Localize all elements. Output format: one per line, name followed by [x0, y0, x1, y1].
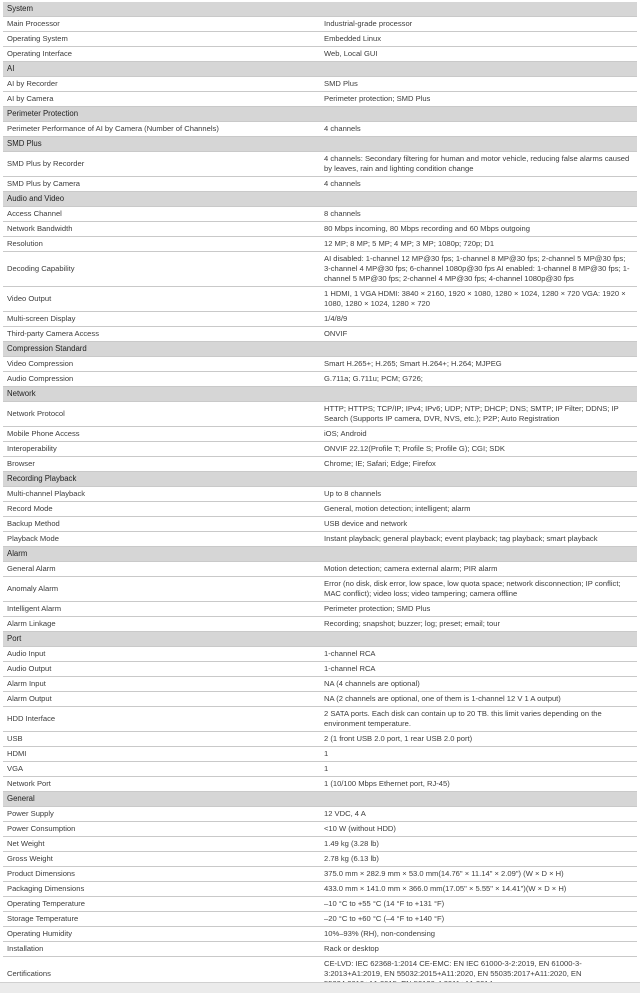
- spec-value: Recording; snapshot; buzzer; log; preset; email; tour: [320, 617, 637, 632]
- spec-row: [3, 562, 637, 577]
- spec-value: AI disabled: 1-channel 12 MP@30 fps; 1-channel 8 MP@30 fps; 2-channel 5 MP@30 fps; 3-channel 4 MP@30 fps; 6-channel 1080p@30 fps AI enabled: 1-channel 8 MP@30 fps; 1-channel 5 MP@30 fps; 2-channel 4 MP@30 fps; 4-channel 1080p@30 fps: [320, 252, 637, 287]
- spec-row: [3, 222, 637, 237]
- section-title: Recording Playback: [3, 472, 637, 487]
- spec-value: Web, Local GUI: [320, 47, 637, 62]
- spec-row: [3, 287, 637, 312]
- spec-value: ONVIF: [320, 327, 637, 342]
- spec-value: Chrome; IE; Safari; Edge; Firefox: [320, 457, 637, 472]
- section-title: AI: [3, 62, 637, 77]
- spec-row: [3, 837, 637, 852]
- spec-value: 1 HDMI, 1 VGA HDMI: 3840 × 2160, 1920 × 1080, 1280 × 1024, 1280 × 720 VGA: 1920 × 1080, 1280 × 1024, 1280 × 720: [320, 287, 637, 312]
- spec-row: [3, 207, 637, 222]
- spec-row: [3, 867, 637, 882]
- spec-row: [3, 502, 637, 517]
- spec-value: CE-LVD: IEC 62368-1:2014 CE-EMC: EN IEC 61000-3-2:2019, EN 61000-3-3:2013+A1:2019, EN 55032:2015+A11:2020, EN 55035:2017+A11:2020, EN: [320, 957, 637, 992]
- section-header: [3, 107, 637, 122]
- spec-row: [3, 252, 637, 287]
- section-header: [3, 342, 637, 357]
- spec-row: [3, 912, 637, 927]
- spec-label: Operating Interface: [3, 47, 320, 62]
- spec-label: SMD Plus by Camera: [3, 177, 320, 192]
- page-footer-bar: [0, 982, 640, 993]
- section-header: [3, 387, 637, 402]
- spec-value: 1: [320, 762, 637, 777]
- spec-value: Industrial-grade processor: [320, 17, 637, 32]
- spec-row: [3, 577, 637, 602]
- spec-label: Operating Humidity: [3, 927, 320, 942]
- spec-row: [3, 427, 637, 442]
- spec-value: 1-channel RCA: [320, 647, 637, 662]
- spec-label: Operating System: [3, 32, 320, 47]
- spec-row: [3, 807, 637, 822]
- spec-label: Power Consumption: [3, 822, 320, 837]
- spec-value: <10 W (without HDD): [320, 822, 637, 837]
- spec-row: [3, 77, 637, 92]
- spec-row: [3, 602, 637, 617]
- spec-row: [3, 47, 637, 62]
- spec-row: [3, 372, 637, 387]
- spec-value: Instant playback; general playback; event playback; tag playback; smart playback: [320, 532, 637, 547]
- spec-value: 433.0 mm × 141.0 mm × 366.0 mm(17.05" × 5.55" × 14.41")(W × D × H): [320, 882, 637, 897]
- spec-value: 8 channels: [320, 207, 637, 222]
- spec-value: 80 Mbps incoming, 80 Mbps recording and 60 Mbps outgoing: [320, 222, 637, 237]
- spec-row: [3, 777, 637, 792]
- spec-label: Network Bandwidth: [3, 222, 320, 237]
- section-header: [3, 62, 637, 77]
- spec-label: HDD Interface: [3, 707, 320, 732]
- spec-value: Perimeter protection; SMD Plus: [320, 92, 637, 107]
- spec-value: 1-channel RCA: [320, 662, 637, 677]
- spec-value: General, motion detection; intelligent; alarm: [320, 502, 637, 517]
- spec-row: [3, 122, 637, 137]
- section-title: Port: [3, 632, 637, 647]
- spec-row: [3, 442, 637, 457]
- spec-label: Certifications: [3, 957, 320, 992]
- spec-label: Access Channel: [3, 207, 320, 222]
- spec-label: Multi-screen Display: [3, 312, 320, 327]
- spec-row: [3, 357, 637, 372]
- spec-label: Backup Method: [3, 517, 320, 532]
- spec-value: NA (4 channels are optional): [320, 677, 637, 692]
- spec-row: [3, 662, 637, 677]
- spec-label: Interoperability: [3, 442, 320, 457]
- spec-label: Multi-channel Playback: [3, 487, 320, 502]
- spec-value: 1: [320, 747, 637, 762]
- spec-label: Power Supply: [3, 807, 320, 822]
- spec-row: [3, 17, 637, 32]
- spec-row: [3, 647, 637, 662]
- spec-label: Alarm Input: [3, 677, 320, 692]
- spec-label: Record Mode: [3, 502, 320, 517]
- spec-value: 1/4/8/9: [320, 312, 637, 327]
- spec-label: HDMI: [3, 747, 320, 762]
- spec-row: [3, 402, 637, 427]
- spec-row: [3, 152, 637, 177]
- spec-table: [3, 2, 637, 992]
- spec-value: 4 channels: [320, 122, 637, 137]
- spec-label: Playback Mode: [3, 532, 320, 547]
- spec-label: Network Port: [3, 777, 320, 792]
- spec-value: 12 VDC, 4 A: [320, 807, 637, 822]
- spec-label: Storage Temperature: [3, 912, 320, 927]
- spec-label: Mobile Phone Access: [3, 427, 320, 442]
- spec-value: Error (no disk, disk error, low space, low quota space; network disconnection; IP conflict; MAC conflict); video loss; video tampering; camera offline: [320, 577, 637, 602]
- spec-value: NA (2 channels are optional, one of them is 1-channel 12 V 1 A output): [320, 692, 637, 707]
- spec-label: Net Weight: [3, 837, 320, 852]
- spec-row: [3, 927, 637, 942]
- spec-label: Video Compression: [3, 357, 320, 372]
- spec-row: [3, 747, 637, 762]
- spec-label: VGA: [3, 762, 320, 777]
- spec-row: [3, 92, 637, 107]
- spec-value: USB device and network: [320, 517, 637, 532]
- spec-label: Audio Compression: [3, 372, 320, 387]
- spec-value: 2 SATA ports. Each disk can contain up to 20 TB. this limit varies depending on the environment temperature.: [320, 707, 637, 732]
- spec-label: Audio Input: [3, 647, 320, 662]
- spec-label: Perimeter Performance of AI by Camera (Number of Channels): [3, 122, 320, 137]
- spec-value: –20 °C to +60 °C (–4 °F to +140 °F): [320, 912, 637, 927]
- spec-label: Gross Weight: [3, 852, 320, 867]
- spec-value: 10%–93% (RH), non-condensing: [320, 927, 637, 942]
- spec-label: Installation: [3, 942, 320, 957]
- spec-value: Rack or desktop: [320, 942, 637, 957]
- section-header: [3, 792, 637, 807]
- spec-value: Embedded Linux: [320, 32, 637, 47]
- spec-row: [3, 822, 637, 837]
- spec-value: 4 channels: Secondary filtering for human and motor vehicle, reducing false alarms caused by leaves, rain and lighting condition change: [320, 152, 637, 177]
- spec-label: Anomaly Alarm: [3, 577, 320, 602]
- spec-value: 1 (10/100 Mbps Ethernet port, RJ-45): [320, 777, 637, 792]
- spec-label: General Alarm: [3, 562, 320, 577]
- spec-value: Smart H.265+; H.265; Smart H.264+; H.264; MJPEG: [320, 357, 637, 372]
- spec-label: Alarm Output: [3, 692, 320, 707]
- section-header: [3, 472, 637, 487]
- spec-row: [3, 707, 637, 732]
- spec-row: [3, 852, 637, 867]
- spec-row: [3, 312, 637, 327]
- spec-row: [3, 617, 637, 632]
- spec-label: Browser: [3, 457, 320, 472]
- spec-row: [3, 677, 637, 692]
- spec-value: 4 channels: [320, 177, 637, 192]
- spec-label: Video Output: [3, 287, 320, 312]
- section-title: Alarm: [3, 547, 637, 562]
- section-title: Perimeter Protection: [3, 107, 637, 122]
- spec-label: Audio Output: [3, 662, 320, 677]
- spec-label: AI by Recorder: [3, 77, 320, 92]
- spec-value: SMD Plus: [320, 77, 637, 92]
- spec-label: Alarm Linkage: [3, 617, 320, 632]
- spec-label: Network Protocol: [3, 402, 320, 427]
- section-header: [3, 137, 637, 152]
- spec-row: [3, 177, 637, 192]
- spec-value: G.711a; G.711u; PCM; G726;: [320, 372, 637, 387]
- section-title: SMD Plus: [3, 137, 637, 152]
- section-title: Compression Standard: [3, 342, 637, 357]
- spec-row: [3, 32, 637, 47]
- spec-label: Third-party Camera Access: [3, 327, 320, 342]
- spec-value: HTTP; HTTPS; TCP/IP; IPv4; IPv6; UDP; NTP; DHCP; DNS; SMTP; IP Filter; DDNS; IP Search (Supports IP camera, DVR, NVS, etc.); P2P; Auto Registration: [320, 402, 637, 427]
- spec-row: [3, 882, 637, 897]
- spec-value: 12 MP; 8 MP; 5 MP; 4 MP; 3 MP; 1080p; 720p; D1: [320, 237, 637, 252]
- spec-value: 375.0 mm × 282.9 mm × 53.0 mm(14.76" × 11.14" × 2.09") (W × D × H): [320, 867, 637, 882]
- spec-value: Motion detection; camera external alarm; PIR alarm: [320, 562, 637, 577]
- section-title: Network: [3, 387, 637, 402]
- spec-label: Decoding Capability: [3, 252, 320, 287]
- spec-value: 2.78 kg (6.13 lb): [320, 852, 637, 867]
- spec-label: Resolution: [3, 237, 320, 252]
- spec-row: [3, 457, 637, 472]
- spec-value: Up to 8 channels: [320, 487, 637, 502]
- spec-value: 2 (1 front USB 2.0 port, 1 rear USB 2.0 port): [320, 732, 637, 747]
- spec-label: AI by Camera: [3, 92, 320, 107]
- section-title: Audio and Video: [3, 192, 637, 207]
- spec-row: [3, 732, 637, 747]
- spec-label: SMD Plus by Recorder: [3, 152, 320, 177]
- section-header: [3, 632, 637, 647]
- spec-label: Product Dimensions: [3, 867, 320, 882]
- spec-value: 1.49 kg (3.28 lb): [320, 837, 637, 852]
- section-header: [3, 192, 637, 207]
- spec-sheet: [3, 2, 637, 992]
- spec-row: [3, 327, 637, 342]
- spec-value: iOS; Android: [320, 427, 637, 442]
- spec-row: [3, 692, 637, 707]
- spec-value: Perimeter protection; SMD Plus: [320, 602, 637, 617]
- spec-row: [3, 762, 637, 777]
- spec-row: [3, 897, 637, 912]
- section-header: [3, 547, 637, 562]
- spec-value: ONVIF 22.12(Profile T; Profile S; Profile G); CGI; SDK: [320, 442, 637, 457]
- section-title: System: [3, 2, 637, 17]
- spec-row: [3, 517, 637, 532]
- spec-row: [3, 942, 637, 957]
- spec-label: Packaging Dimensions: [3, 882, 320, 897]
- section-header: [3, 2, 637, 17]
- spec-label: Intelligent Alarm: [3, 602, 320, 617]
- spec-label: Main Processor: [3, 17, 320, 32]
- spec-row: [3, 487, 637, 502]
- spec-value: –10 °C to +55 °C (14 °F to +131 °F): [320, 897, 637, 912]
- spec-label: USB: [3, 732, 320, 747]
- section-title: General: [3, 792, 637, 807]
- spec-row: [3, 532, 637, 547]
- spec-label: Operating Temperature: [3, 897, 320, 912]
- spec-row: [3, 237, 637, 252]
